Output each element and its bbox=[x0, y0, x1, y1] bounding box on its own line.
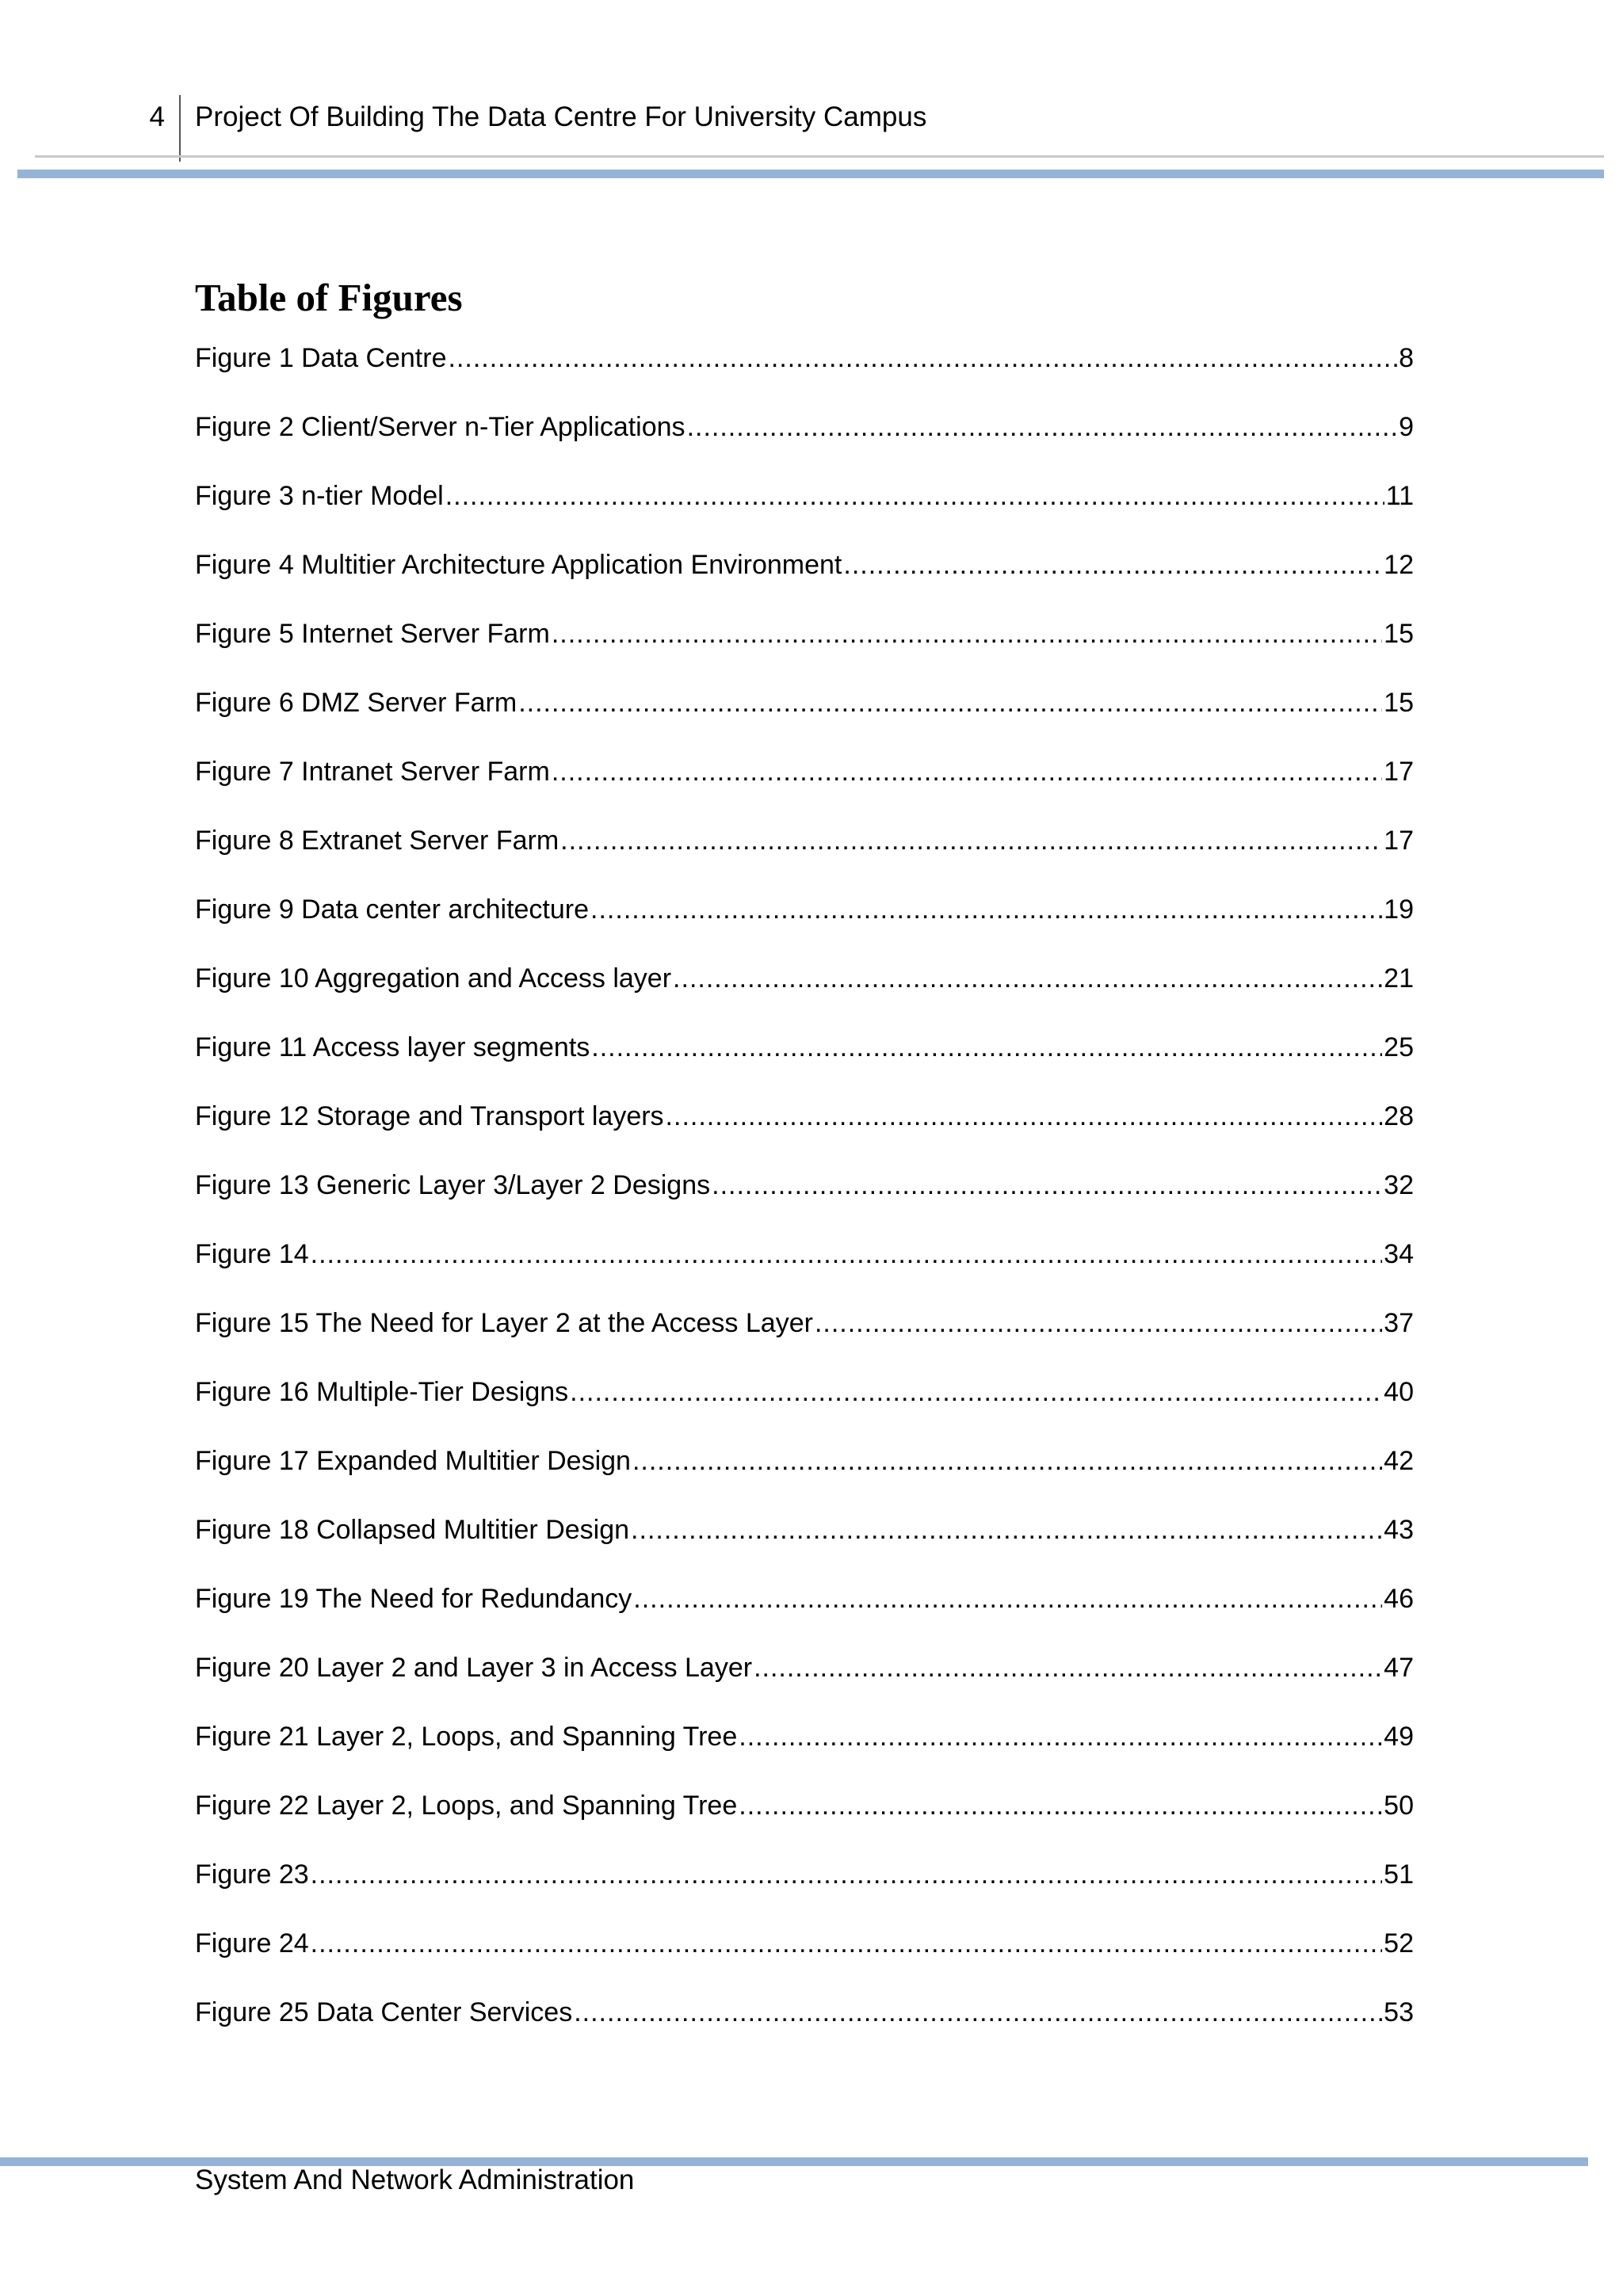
toc-list bbox=[195, 339, 1414, 2062]
toc-entry[interactable] bbox=[195, 753, 1414, 822]
toc-dot-leader bbox=[739, 1718, 1382, 1756]
toc-entry-page: 40 bbox=[1384, 1377, 1414, 1407]
toc-entry-label: Figure 13 Generic Layer 3/Layer 2 Designs bbox=[195, 1170, 711, 1200]
toc-entry-page: 15 bbox=[1384, 619, 1414, 649]
toc-entry[interactable] bbox=[195, 959, 1414, 1028]
document-title: Project Of Building The Data Centre For University Campus bbox=[195, 101, 927, 132]
toc-dot-leader bbox=[754, 1649, 1382, 1687]
toc-entry[interactable] bbox=[195, 1993, 1414, 2062]
toc-entry[interactable] bbox=[195, 891, 1414, 959]
toc-dot-leader bbox=[311, 1235, 1383, 1273]
toc-entry[interactable] bbox=[195, 684, 1414, 753]
toc-entry-label: Figure 17 Expanded Multitier Design bbox=[195, 1446, 631, 1476]
toc-entry-label: Figure 8 Extranet Server Farm bbox=[195, 826, 559, 856]
toc-dot-leader bbox=[552, 753, 1382, 791]
toc-entry-page: 28 bbox=[1384, 1101, 1414, 1131]
toc-dot-leader bbox=[311, 1855, 1383, 1894]
footer-text: System And Network Administration bbox=[195, 2164, 635, 2195]
toc-entry-label: Figure 23 bbox=[195, 1859, 309, 1890]
toc-entry[interactable] bbox=[195, 408, 1414, 477]
toc-entry-label: Figure 2 Client/Server n-Tier Applications bbox=[195, 412, 685, 442]
toc-entry-page: 46 bbox=[1384, 1584, 1414, 1614]
toc-entry[interactable] bbox=[195, 1924, 1414, 1993]
toc-dot-leader bbox=[570, 1373, 1382, 1411]
toc-entry-label: Figure 19 The Need for Redundancy bbox=[195, 1584, 632, 1614]
toc-entry-page: 17 bbox=[1384, 757, 1414, 787]
toc-entry-label: Figure 20 Layer 2 and Layer 3 in Access Layer bbox=[195, 1653, 753, 1683]
toc-dot-leader bbox=[445, 477, 1384, 515]
toc-dot-leader bbox=[311, 1924, 1383, 1962]
table-of-figures bbox=[195, 271, 1414, 2062]
toc-entry[interactable] bbox=[195, 339, 1414, 408]
toc-entry[interactable] bbox=[195, 615, 1414, 684]
toc-entry[interactable] bbox=[195, 1718, 1414, 1787]
toc-entry-label: Figure 14 bbox=[195, 1239, 309, 1269]
toc-dot-leader bbox=[687, 408, 1398, 446]
toc-entry-page: 52 bbox=[1384, 1928, 1414, 1958]
toc-entry-label: Figure 4 Multitier Architecture Application Environment bbox=[195, 550, 842, 580]
page-number: 4 bbox=[149, 101, 165, 132]
toc-entry-page: 47 bbox=[1384, 1653, 1414, 1683]
toc-entry-page: 8 bbox=[1399, 343, 1414, 373]
toc-entry-page: 37 bbox=[1384, 1308, 1414, 1338]
page-header bbox=[0, 0, 1623, 190]
header-accent-rule bbox=[17, 170, 1604, 178]
toc-entry-page: 17 bbox=[1384, 826, 1414, 856]
toc-entry-page: 50 bbox=[1384, 1791, 1414, 1821]
toc-entry-page: 32 bbox=[1384, 1170, 1414, 1200]
toc-entry-page: 11 bbox=[1385, 481, 1414, 511]
toc-entry-page: 15 bbox=[1384, 688, 1414, 718]
toc-dot-leader bbox=[631, 1511, 1382, 1549]
toc-entry[interactable] bbox=[195, 1097, 1414, 1166]
toc-dot-leader bbox=[552, 615, 1382, 653]
toc-dot-leader bbox=[560, 822, 1382, 860]
toc-entry-label: Figure 11 Access layer segments bbox=[195, 1032, 590, 1062]
toc-entry[interactable] bbox=[195, 1235, 1414, 1304]
toc-entry[interactable] bbox=[195, 1787, 1414, 1855]
toc-entry-page: 9 bbox=[1399, 412, 1414, 442]
toc-entry-label: Figure 3 n-tier Model bbox=[195, 481, 444, 511]
toc-dot-leader bbox=[739, 1787, 1382, 1825]
toc-entry-label: Figure 21 Layer 2, Loops, and Spanning Tree bbox=[195, 1722, 738, 1752]
toc-entry-label: Figure 15 The Need for Layer 2 at the Access Layer bbox=[195, 1308, 813, 1338]
toc-dot-leader bbox=[574, 1993, 1382, 2031]
toc-entry-page: 42 bbox=[1384, 1446, 1414, 1476]
toc-entry-label: Figure 10 Aggregation and Access layer bbox=[195, 963, 672, 994]
toc-entry-label: Figure 7 Intranet Server Farm bbox=[195, 757, 550, 787]
toc-entry-page: 25 bbox=[1384, 1032, 1414, 1062]
toc-dot-leader bbox=[633, 1580, 1382, 1618]
toc-entry-page: 21 bbox=[1384, 963, 1414, 994]
toc-entry-page: 19 bbox=[1384, 894, 1414, 925]
toc-dot-leader bbox=[590, 891, 1382, 929]
toc-entry-label: Figure 22 Layer 2, Loops, and Spanning Tree bbox=[195, 1791, 738, 1821]
toc-entry[interactable] bbox=[195, 1580, 1414, 1649]
toc-entry[interactable] bbox=[195, 1373, 1414, 1442]
toc-entry-page: 12 bbox=[1384, 550, 1414, 580]
header-divider bbox=[179, 95, 181, 162]
toc-entry-label: Figure 18 Collapsed Multitier Design bbox=[195, 1515, 630, 1545]
toc-dot-leader bbox=[449, 339, 1398, 377]
toc-entry-label: Figure 6 DMZ Server Farm bbox=[195, 688, 517, 718]
toc-entry-page: 53 bbox=[1384, 1997, 1414, 2027]
toc-entry[interactable] bbox=[195, 477, 1414, 546]
toc-entry[interactable] bbox=[195, 1304, 1414, 1373]
toc-dot-leader bbox=[815, 1304, 1382, 1342]
toc-entry[interactable] bbox=[195, 1028, 1414, 1097]
toc-dot-leader bbox=[632, 1442, 1382, 1480]
toc-entry-label: Figure 1 Data Centre bbox=[195, 343, 447, 373]
toc-entry-label: Figure 9 Data center architecture bbox=[195, 894, 590, 925]
toc-entry-page: 49 bbox=[1384, 1722, 1414, 1752]
toc-dot-leader bbox=[666, 1097, 1383, 1135]
toc-entry[interactable] bbox=[195, 1442, 1414, 1511]
toc-entry-label: Figure 25 Data Center Services bbox=[195, 1997, 573, 2027]
toc-dot-leader bbox=[712, 1166, 1382, 1204]
toc-dot-leader bbox=[673, 959, 1382, 997]
toc-entry[interactable] bbox=[195, 1166, 1414, 1235]
toc-dot-leader bbox=[591, 1028, 1382, 1066]
header-rule bbox=[35, 155, 1604, 158]
toc-entry-label: Figure 16 Multiple-Tier Designs bbox=[195, 1377, 569, 1407]
toc-dot-leader bbox=[518, 684, 1382, 722]
toc-entry[interactable] bbox=[195, 1649, 1414, 1718]
toc-entry-page: 43 bbox=[1384, 1515, 1414, 1545]
toc-entry-label: Figure 5 Internet Server Farm bbox=[195, 619, 550, 649]
toc-entry-page: 34 bbox=[1384, 1239, 1414, 1269]
toc-entry-label: Figure 24 bbox=[195, 1928, 309, 1958]
toc-entry[interactable] bbox=[195, 1855, 1414, 1924]
toc-entry-page: 51 bbox=[1384, 1859, 1414, 1890]
toc-entry[interactable] bbox=[195, 822, 1414, 891]
toc-entry[interactable] bbox=[195, 1511, 1414, 1580]
toc-dot-leader bbox=[843, 546, 1382, 584]
toc-entry-label: Figure 12 Storage and Transport layers bbox=[195, 1101, 664, 1131]
toc-entry[interactable] bbox=[195, 546, 1414, 615]
toc-heading: Table of Figures bbox=[195, 276, 463, 319]
